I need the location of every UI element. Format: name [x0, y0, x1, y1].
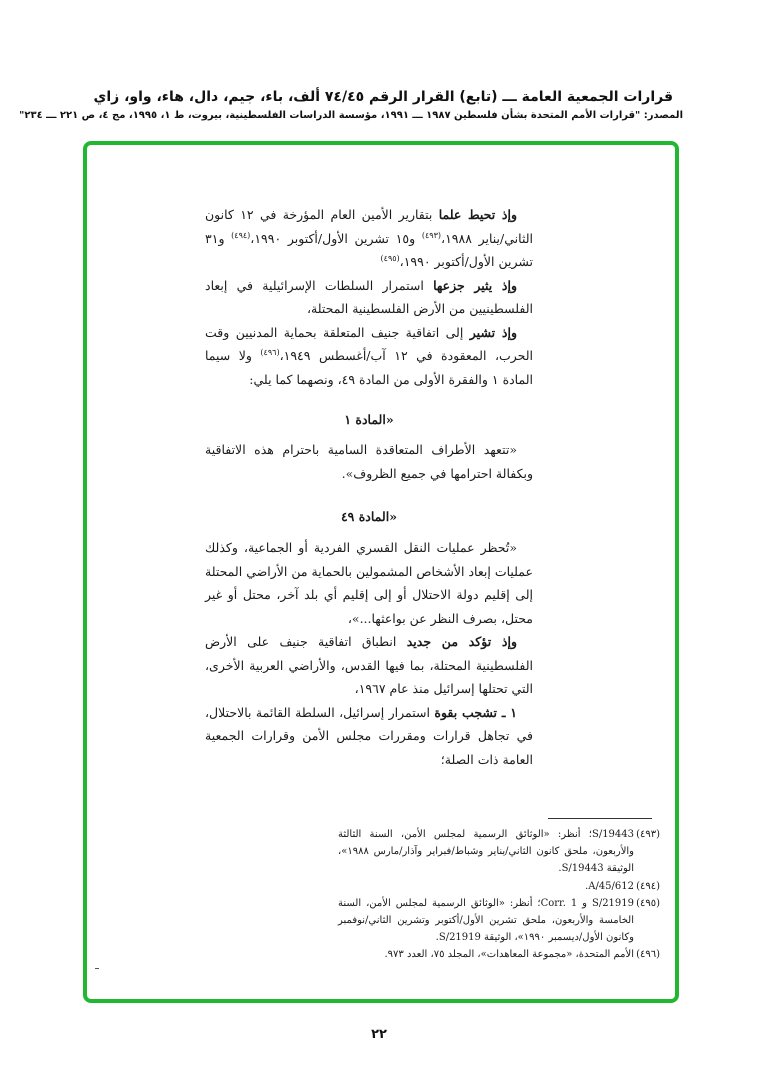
footnote-item [338, 895, 660, 947]
paragraph-lead: وإذ يثير جزعها [433, 277, 517, 293]
paragraph-text: استمرار إسرائيل، السلطة القائمة بالاحتلال، في تجاهل قرارات ومقررات مجلس الأمن وقرارات الجمعية العامة ذات الصلة؛ [205, 704, 533, 767]
footnote-text: الأمم المتحدة، «مجموعة المعاهدات»، المجلد ٧٥، العدد ٩٧٣. [384, 949, 634, 961]
footnote-item [338, 826, 660, 878]
paragraph-lead: وإذ تشير [469, 324, 517, 340]
article-1-block [205, 438, 533, 485]
footnote-number: (٤٩٣) [636, 829, 660, 840]
paragraph-deportation [205, 274, 533, 321]
paragraph-lead: وإذ تؤكد من جديد [406, 634, 517, 649]
article-1-heading: «المادة ١ [344, 412, 394, 427]
paragraph-text: ولا سيما المادة ١ والفقرة الأولى من المادة ٤٩، ونصهما كما يلي: [205, 348, 533, 387]
footnote-text: S/21919 و Corr. 1؛ أنظر: «الوثائق الرسمية لمجلس الأمن، السنة الخامسة والأربعون، ملحق تشرين الأول/أكتوبر وتشرين الثاني/نوفمبر وكانون الأول/ديسمبر ١٩٩٠»، الوثيقة S/21919. [338, 897, 634, 944]
footnote-text: S/19443؛ أنظر: «الوثائق الرسمية لمجلس الأمن، السنة الثالثة والأربعون، ملحق كانون الثاني/يناير وشباط/فبراير وآذار/مارس ١٩٨٨»، الوثيقة S/19443. [338, 829, 634, 875]
paragraph-operative-1 [205, 701, 533, 772]
article-49-block [205, 536, 533, 771]
paragraph-lead: ١ ـ تشجب بقوة [434, 704, 518, 720]
footnote-number: (٤٩٦) [636, 949, 660, 961]
footnote-ref[interactable]: (٤٩٦) [260, 347, 280, 357]
preamble-block [205, 203, 533, 391]
footnote-ref[interactable]: (٤٩٥) [380, 253, 400, 263]
footnotes [338, 826, 660, 964]
paragraph-lead: وإذ تحيط علما [438, 207, 517, 222]
paragraph-text: إلى اتفاقية جنيف المتعلقة بحماية المدنيين وقت الحرب، المعقودة في ١٢ آب/أغسطس ١٩٤٩، [205, 324, 533, 363]
paragraph-reaffirms [205, 630, 533, 701]
scan-artifact [95, 968, 99, 969]
article-1-text: «تتعهد الأطراف المتعاقدة السامية باحترام هذه الاتفاقية وبكفالة احترامها في جميع الظروف». [205, 442, 533, 481]
footnote-number: (٤٩٤) [636, 880, 660, 892]
footnote-ref[interactable]: (٤٩٣) [421, 230, 442, 240]
footnote-separator [548, 818, 652, 819]
page-header-title: قرارات الجمعية العامة ـــ (تابع) القرار الرقم ٧٤/٤٥ ألف، باء، جيم، دال، هاء، واو، زاي [93, 89, 673, 105]
footnote-ref[interactable]: (٤٩٤) [231, 230, 251, 240]
footnote-item [338, 946, 660, 963]
footnote-number: (٤٩٥) [636, 897, 660, 909]
page-number: ٢٢ [371, 1027, 387, 1042]
paragraph-geneva [205, 321, 533, 392]
page-header-source: المصدر: "قرارات الأمم المتحدة بشأن فلسطين ١٩٨٧ ـــ ١٩٩١، مؤسسة الدراسات الفلسطينية، بيروت، ط ١، ١٩٩٥، مج ٤، ص ٢٢١ ـــ ٢٣٤" [19, 110, 683, 121]
paragraph-reports [205, 203, 533, 274]
paragraph-text: انطباق اتفاقية جنيف على الأرض الفلسطينية المحتلة، بما فيها القدس، والأراضي العربية الأخرى، التي تحتلها إسرائيل منذ عام ١٩٦٧، [205, 634, 533, 696]
paragraph-text: استمرار السلطات الإسرائيلية في إبعاد الفلسطينيين من الأرض الفلسطينية المحتلة، [205, 277, 533, 316]
article-49-text: «تُحظر عمليات النقل القسري الفردية أو الجماعية، وكذلك عمليات إبعاد الأشخاص المشمولين بالحماية من الأراضي المحتلة إلى إقليم دولة الاحتلال أو إلى إقليم أي بلد آخر، محتل أو غير محتل، بصرف النظر عن بواعثها...»، [205, 540, 533, 626]
footnote-item [338, 878, 660, 895]
paragraph-text: و٣١ تشرين الأول/أكتوبر ١٩٩٠، [205, 230, 533, 269]
article-49-heading: «المادة ٤٩ [340, 509, 398, 524]
footnote-text: A/45/612. [585, 880, 634, 892]
paragraph-text: بتقارير الأمين العام المؤرخة في ١٢ كانون الثاني/يناير ١٩٨٨، [205, 207, 534, 246]
paragraph-text: و١٥ تشرين الأول/أكتوبر ١٩٩٠، [250, 230, 422, 246]
